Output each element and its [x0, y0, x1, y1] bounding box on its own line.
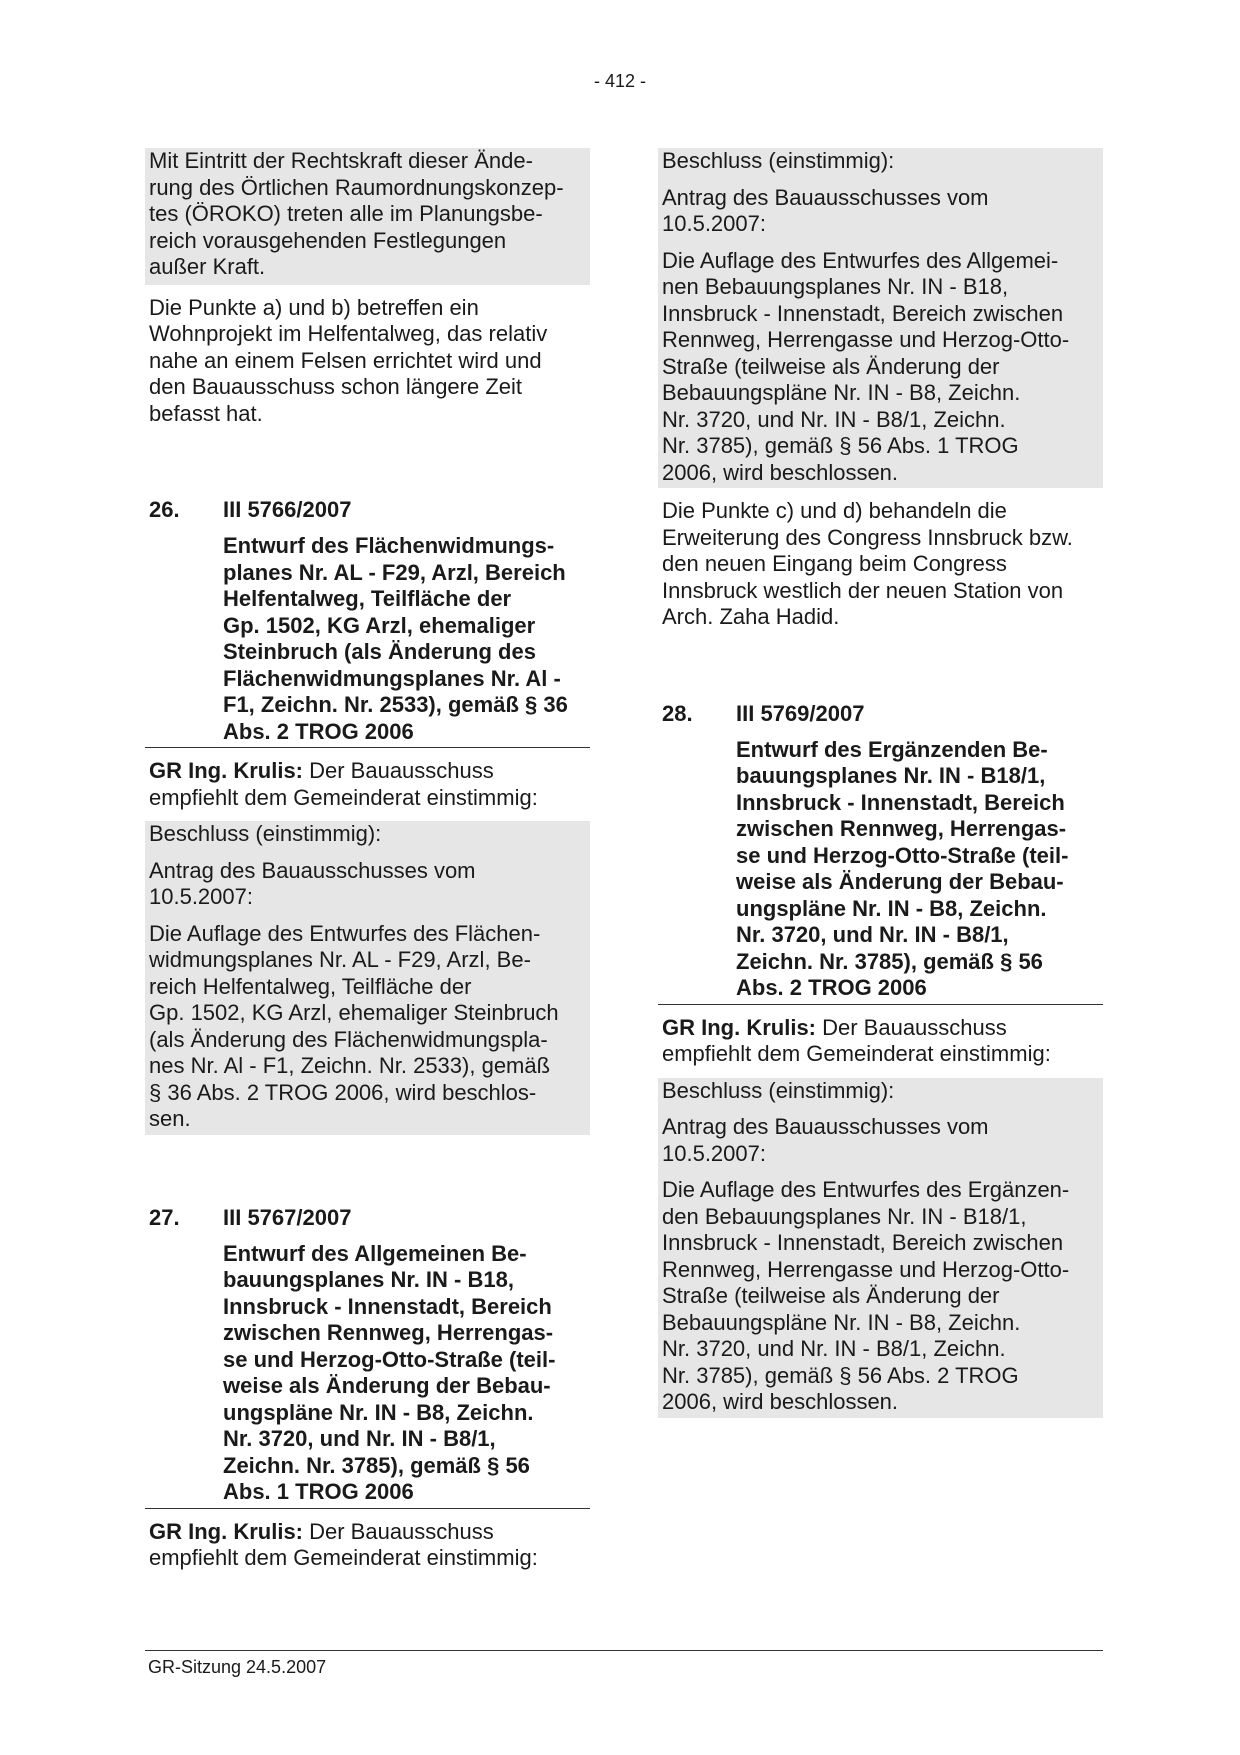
text-line: Arch. Zaha Hadid. — [662, 604, 840, 629]
note — [658, 498, 1103, 631]
footer-divider — [145, 1650, 1103, 1651]
title-line: Entwurf des Allgemeinen Be- — [223, 1240, 527, 1266]
item-title — [736, 737, 1103, 1002]
text-line: Straße (teilweise als Änderung der — [662, 353, 1000, 379]
text-line: (als Änderung des Flächenwidmungspla- — [149, 1026, 548, 1052]
text-line: Antrag des Bauausschusses vom — [662, 184, 989, 210]
item-title — [223, 533, 590, 745]
title-line: Entwurf des Ergänzenden Be- — [736, 736, 1048, 762]
title-line: bauungsplanes Nr. IN - B18, — [223, 1267, 514, 1292]
text-line: Der Bauausschuss — [303, 758, 494, 783]
text-line: befasst hat. — [149, 400, 263, 426]
item-28-title-block — [658, 737, 1103, 1005]
decision-label: Beschluss (einstimmig): — [662, 1077, 895, 1103]
text-line: 2006, wird beschlossen. — [662, 1389, 899, 1414]
title-line: Abs. 2 TROG 2006 — [223, 718, 414, 744]
speaker-name: GR Ing. Krulis: — [149, 1518, 303, 1544]
text-line: nes Nr. Al - F1, Zeichn. Nr. 2533), gemäß — [149, 1053, 551, 1078]
title-line: Abs. 2 TROG 2006 — [736, 975, 927, 1000]
text-line: 10.5.2007: — [662, 1140, 766, 1166]
title-line: Steinbruch (als Änderung des — [223, 639, 536, 664]
text-line: Nr. 3785), gemäß § 56 Abs. 1 TROG — [662, 433, 1019, 458]
title-line: bauungsplanes Nr. IN - B18/1, — [736, 763, 1046, 788]
text-line: Erweiterung des Congress Innsbruck bzw. — [662, 524, 1073, 550]
speaker-statement — [658, 1015, 1103, 1068]
text-line: Nr. 3785), gemäß § 56 Abs. 2 TROG — [662, 1362, 1019, 1388]
text-line: Gp. 1502, KG Arzl, ehemaliger Steinbruch — [149, 1000, 559, 1025]
title-line: Entwurf des Flächenwidmungs- — [223, 533, 555, 558]
decision-label: Beschluss (einstimmig): — [662, 148, 895, 173]
title-line: Nr. 3720, und Nr. IN - B8/1, — [736, 922, 1009, 947]
motion — [662, 185, 1099, 238]
text-line: rung des Örtlichen Raumordnungskonzep- — [149, 174, 564, 200]
resolution-block — [658, 148, 1103, 488]
title-line: Innsbruck - Innenstadt, Bereich — [736, 789, 1065, 815]
text-line: Wohnprojekt im Helfentalweg, das relativ — [149, 321, 548, 346]
item-title — [223, 1241, 590, 1506]
text-line: Innsbruck westlich der neuen Station von — [662, 577, 1064, 603]
text-line: Mit Eintritt der Rechtskraft dieser Ände- — [149, 148, 533, 173]
item-reference: III 5767/2007 — [223, 1204, 352, 1230]
footer-text: GR-Sitzung 24.5.2007 — [148, 1657, 327, 1677]
text-line: Innsbruck - Innenstadt, Bereich zwischen — [662, 300, 1064, 326]
title-line: ungspläne Nr. IN - B8, Zeichn. — [223, 1399, 534, 1425]
text-line: Der Bauausschuss — [816, 1014, 1007, 1040]
title-line: weise als Änderung der Bebau- — [736, 869, 1064, 894]
item-26-heading — [145, 497, 590, 523]
speaker-name: GR Ing. Krulis: — [149, 758, 303, 783]
text-line: tes (ÖROKO) treten alle im Planungsbe- — [149, 201, 543, 226]
motion — [662, 1114, 1099, 1167]
text-line: Nr. 3720, und Nr. IN - B8/1, Zeichn. — [662, 1336, 1006, 1361]
item-number: 28. — [662, 700, 693, 726]
title-line: zwischen Rennweg, Herrengas- — [736, 816, 1067, 841]
text-line: Die Punkte a) und b) betreffen ein — [149, 294, 479, 320]
title-line: se und Herzog-Otto-Straße (teil- — [223, 1346, 556, 1372]
intro-note — [145, 295, 590, 428]
text-line: Innsbruck - Innenstadt, Bereich zwischen — [662, 1230, 1064, 1255]
title-line: Nr. 3720, und Nr. IN - B8/1, — [223, 1426, 496, 1451]
text-line: empfiehlt dem Gemeinderat einstimmig: — [149, 784, 538, 810]
item-27-heading — [145, 1205, 590, 1231]
title-line: se und Herzog-Otto-Straße (teil- — [736, 842, 1069, 868]
text-line: Die Auflage des Entwurfes des Ergänzen- — [662, 1177, 1070, 1202]
title-line: Helfentalweg, Teilfläche der — [223, 586, 512, 611]
title-line: planes Nr. AL - F29, Arzl, Bereich — [223, 559, 566, 585]
text-line: Nr. 3720, und Nr. IN - B8/1, Zeichn. — [662, 406, 1006, 432]
item-26-title-block — [145, 533, 590, 748]
text-line: Antrag des Bauausschusses vom — [149, 857, 476, 883]
text-line: Die Auflage des Entwurfes des Flächen- — [149, 920, 541, 946]
text-line: Bebauungspläne Nr. IN - B8, Zeichn. — [662, 1309, 1021, 1335]
resolution-text — [662, 1177, 1099, 1416]
text-line: 10.5.2007: — [662, 211, 766, 236]
item-28-heading — [658, 701, 1103, 727]
title-line: Gp. 1502, KG Arzl, ehemaliger — [223, 612, 536, 638]
resolution-text — [149, 921, 586, 1133]
motion — [149, 858, 586, 911]
title-line: Zeichn. Nr. 3785), gemäß § 56 — [736, 948, 1043, 974]
text-line: den Bauausschuss schon längere Zeit — [149, 374, 523, 399]
text-line: Die Punkte c) und d) behandeln die — [662, 498, 1007, 523]
speaker-statement — [145, 1519, 590, 1572]
title-line: ungspläne Nr. IN - B8, Zeichn. — [736, 895, 1047, 921]
title-line: Innsbruck - Innenstadt, Bereich — [223, 1293, 552, 1319]
title-line: F1, Zeichn. Nr. 2533), gemäß § 36 — [223, 692, 568, 717]
text-line: nen Bebauungsplanes Nr. IN - B18, — [662, 274, 1009, 299]
text-line: widmungsplanes Nr. AL - F29, Arzl, Be- — [149, 947, 531, 972]
text-line: Die Auflage des Entwurfes des Allgemei- — [662, 247, 1059, 273]
text-line: reich Helfentalweg, Teilfläche der — [149, 973, 472, 999]
intro-shaded-block — [145, 148, 590, 285]
text-line: den neuen Eingang beim Congress — [662, 551, 1007, 576]
text-line: nahe an einem Felsen errichtet wird und — [149, 347, 542, 373]
title-line: Flächenwidmungsplanes Nr. Al - — [223, 665, 561, 691]
resolution-text — [662, 248, 1099, 487]
text-line: 2006, wird beschlossen. — [662, 459, 899, 485]
text-line: außer Kraft. — [149, 254, 266, 279]
text-line: § 36 Abs. 2 TROG 2006, wird beschlos- — [149, 1079, 537, 1105]
text-line: reich vorausgehenden Festlegungen — [149, 227, 507, 253]
title-line: weise als Änderung der Bebau- — [223, 1373, 551, 1398]
text-line: Rennweg, Herrengasse und Herzog-Otto- — [662, 1256, 1070, 1282]
page-number: - 412 - — [593, 71, 647, 91]
text-line: sen. — [149, 1106, 191, 1131]
item-number: 27. — [149, 1204, 180, 1230]
text-line: empfiehlt dem Gemeinderat einstimmig: — [149, 1545, 538, 1570]
decision-label: Beschluss (einstimmig): — [149, 821, 382, 846]
left-column — [145, 148, 590, 1582]
item-reference: III 5766/2007 — [223, 497, 352, 522]
text-line: 10.5.2007: — [149, 884, 253, 909]
title-line: zwischen Rennweg, Herrengas- — [223, 1320, 554, 1345]
title-line: Zeichn. Nr. 3785), gemäß § 56 — [223, 1452, 530, 1478]
text-line: Bebauungspläne Nr. IN - B8, Zeichn. — [662, 380, 1021, 405]
right-column — [658, 148, 1103, 1418]
speaker-name: GR Ing. Krulis: — [662, 1014, 816, 1040]
text-line: Straße (teilweise als Änderung der — [662, 1283, 1000, 1308]
title-line: Abs. 1 TROG 2006 — [223, 1479, 414, 1504]
text-line: Der Bauausschuss — [303, 1518, 494, 1544]
resolution-block — [145, 821, 590, 1135]
text-line: den Bebauungsplanes Nr. IN - B18/1, — [662, 1203, 1027, 1229]
speaker-statement — [145, 758, 590, 811]
item-27-title-block — [145, 1241, 590, 1509]
text-line: Rennweg, Herrengasse und Herzog-Otto- — [662, 327, 1070, 352]
text-line: empfiehlt dem Gemeinderat einstimmig: — [662, 1041, 1051, 1066]
item-reference: III 5769/2007 — [736, 700, 865, 726]
item-number: 26. — [149, 497, 180, 522]
text-line: Antrag des Bauausschusses vom — [662, 1114, 989, 1139]
resolution-block — [658, 1078, 1103, 1418]
